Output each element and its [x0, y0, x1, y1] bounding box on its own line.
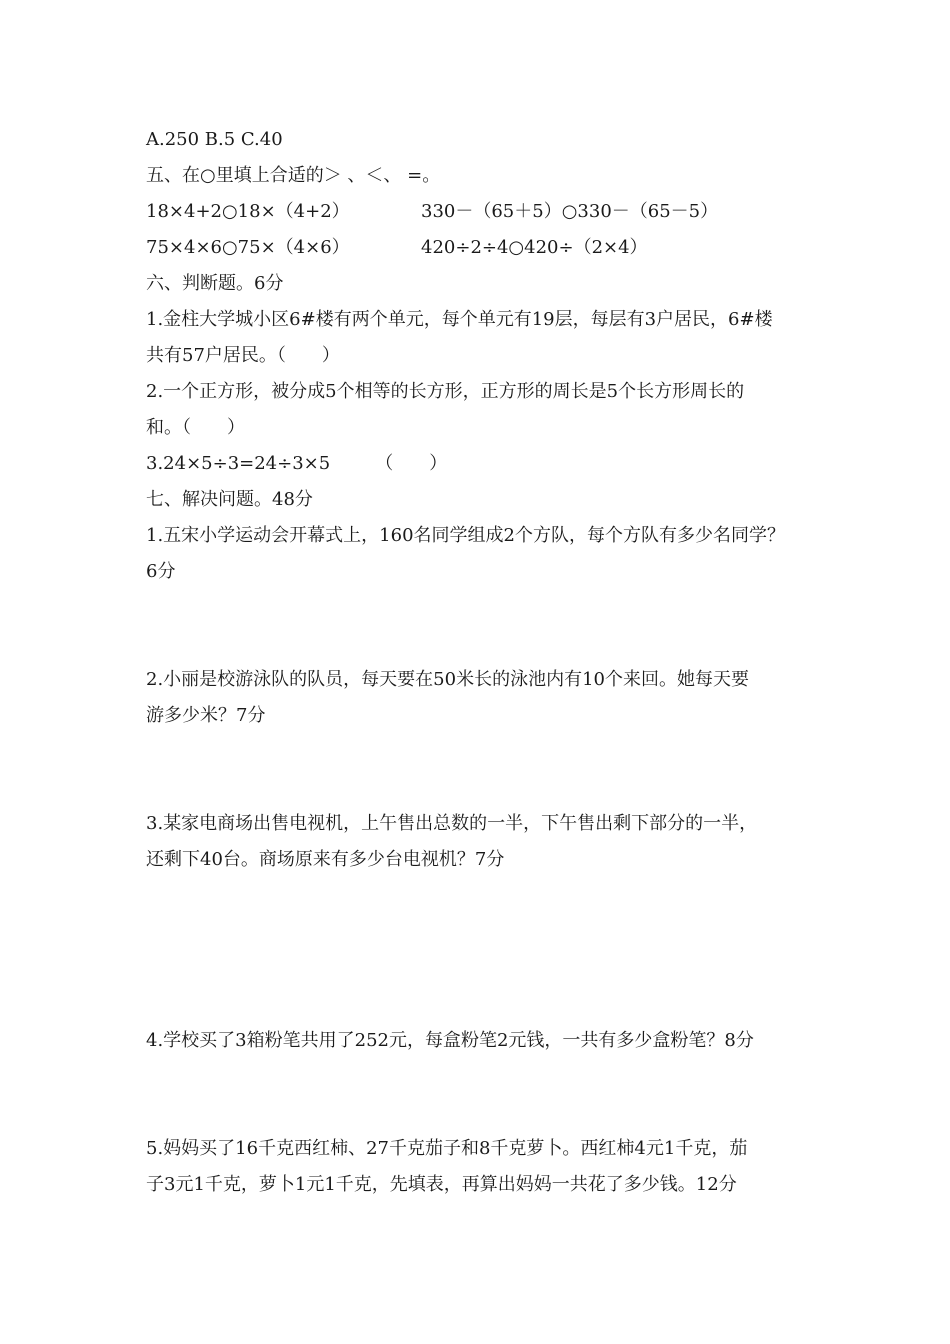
judgment-q3: 3.24×5÷3=24÷3×5 （ ） [146, 453, 448, 474]
judgment-q2-line2: 和。（ ） [146, 417, 245, 438]
problem-1-line1: 1.五宋小学运动会开幕式上，160名同学组成2个方队，每个方队有多少名同学？ [146, 525, 785, 546]
problem-3-line2: 还剩下40台。商场原来有多少台电视机？7分 [146, 849, 505, 870]
problem-1-line2: 6分 [146, 561, 176, 582]
problem-5-line1: 5.妈妈买了16千克西红柿、27千克茄子和8千克萝卜。西红柿4元1千克，茄 [146, 1138, 748, 1159]
problem-2-line2: 游多少米？7分 [146, 705, 266, 726]
problem-4: 4.学校买了3箱粉笔共用了252元，每盒粉笔2元钱，一共有多少盒粉笔？8分 [146, 1030, 754, 1051]
compare-row-1-right: 330－（65＋5）○330－（65－5） [421, 201, 719, 222]
section-7-title: 七、解决问题。48分 [146, 489, 313, 510]
compare-row-1-left: 18×4+2○18×（4+2） [146, 201, 350, 222]
problem-3-line1: 3.某家电商场出售电视机，上午售出总数的一半，下午售出剩下部分的一半， [146, 813, 758, 834]
section-6-title: 六、判断题。6分 [146, 273, 284, 294]
problem-5-line2: 子3元1千克，萝卜1元1千克，先填表，再算出妈妈一共花了多少钱。12分 [146, 1174, 737, 1195]
compare-row-2-left: 75×4×6○75×（4×6） [146, 237, 350, 258]
compare-row-2-right: 420÷2÷4○420÷（2×4） [421, 237, 648, 258]
judgment-q1-line2: 共有57户居民。（ ） [146, 345, 340, 366]
problem-2-line1: 2.小丽是校游泳队的队员，每天要在50米长的泳池内有10个来回。她每天要 [146, 669, 749, 690]
judgment-q1-line1: 1.金柱大学城小区6#楼有两个单元，每个单元有19层，每层有3户居民，6#楼 [146, 309, 773, 330]
judgment-q2-line1: 2.一个正方形，被分成5个相等的长方形，正方形的周长是5个长方形周长的 [146, 381, 745, 402]
section-5-title: 五、在○里填上合适的＞ 、＜、 =。 [146, 165, 441, 186]
multiple-choice-options: A.250 B.5 C.40 [146, 129, 283, 150]
